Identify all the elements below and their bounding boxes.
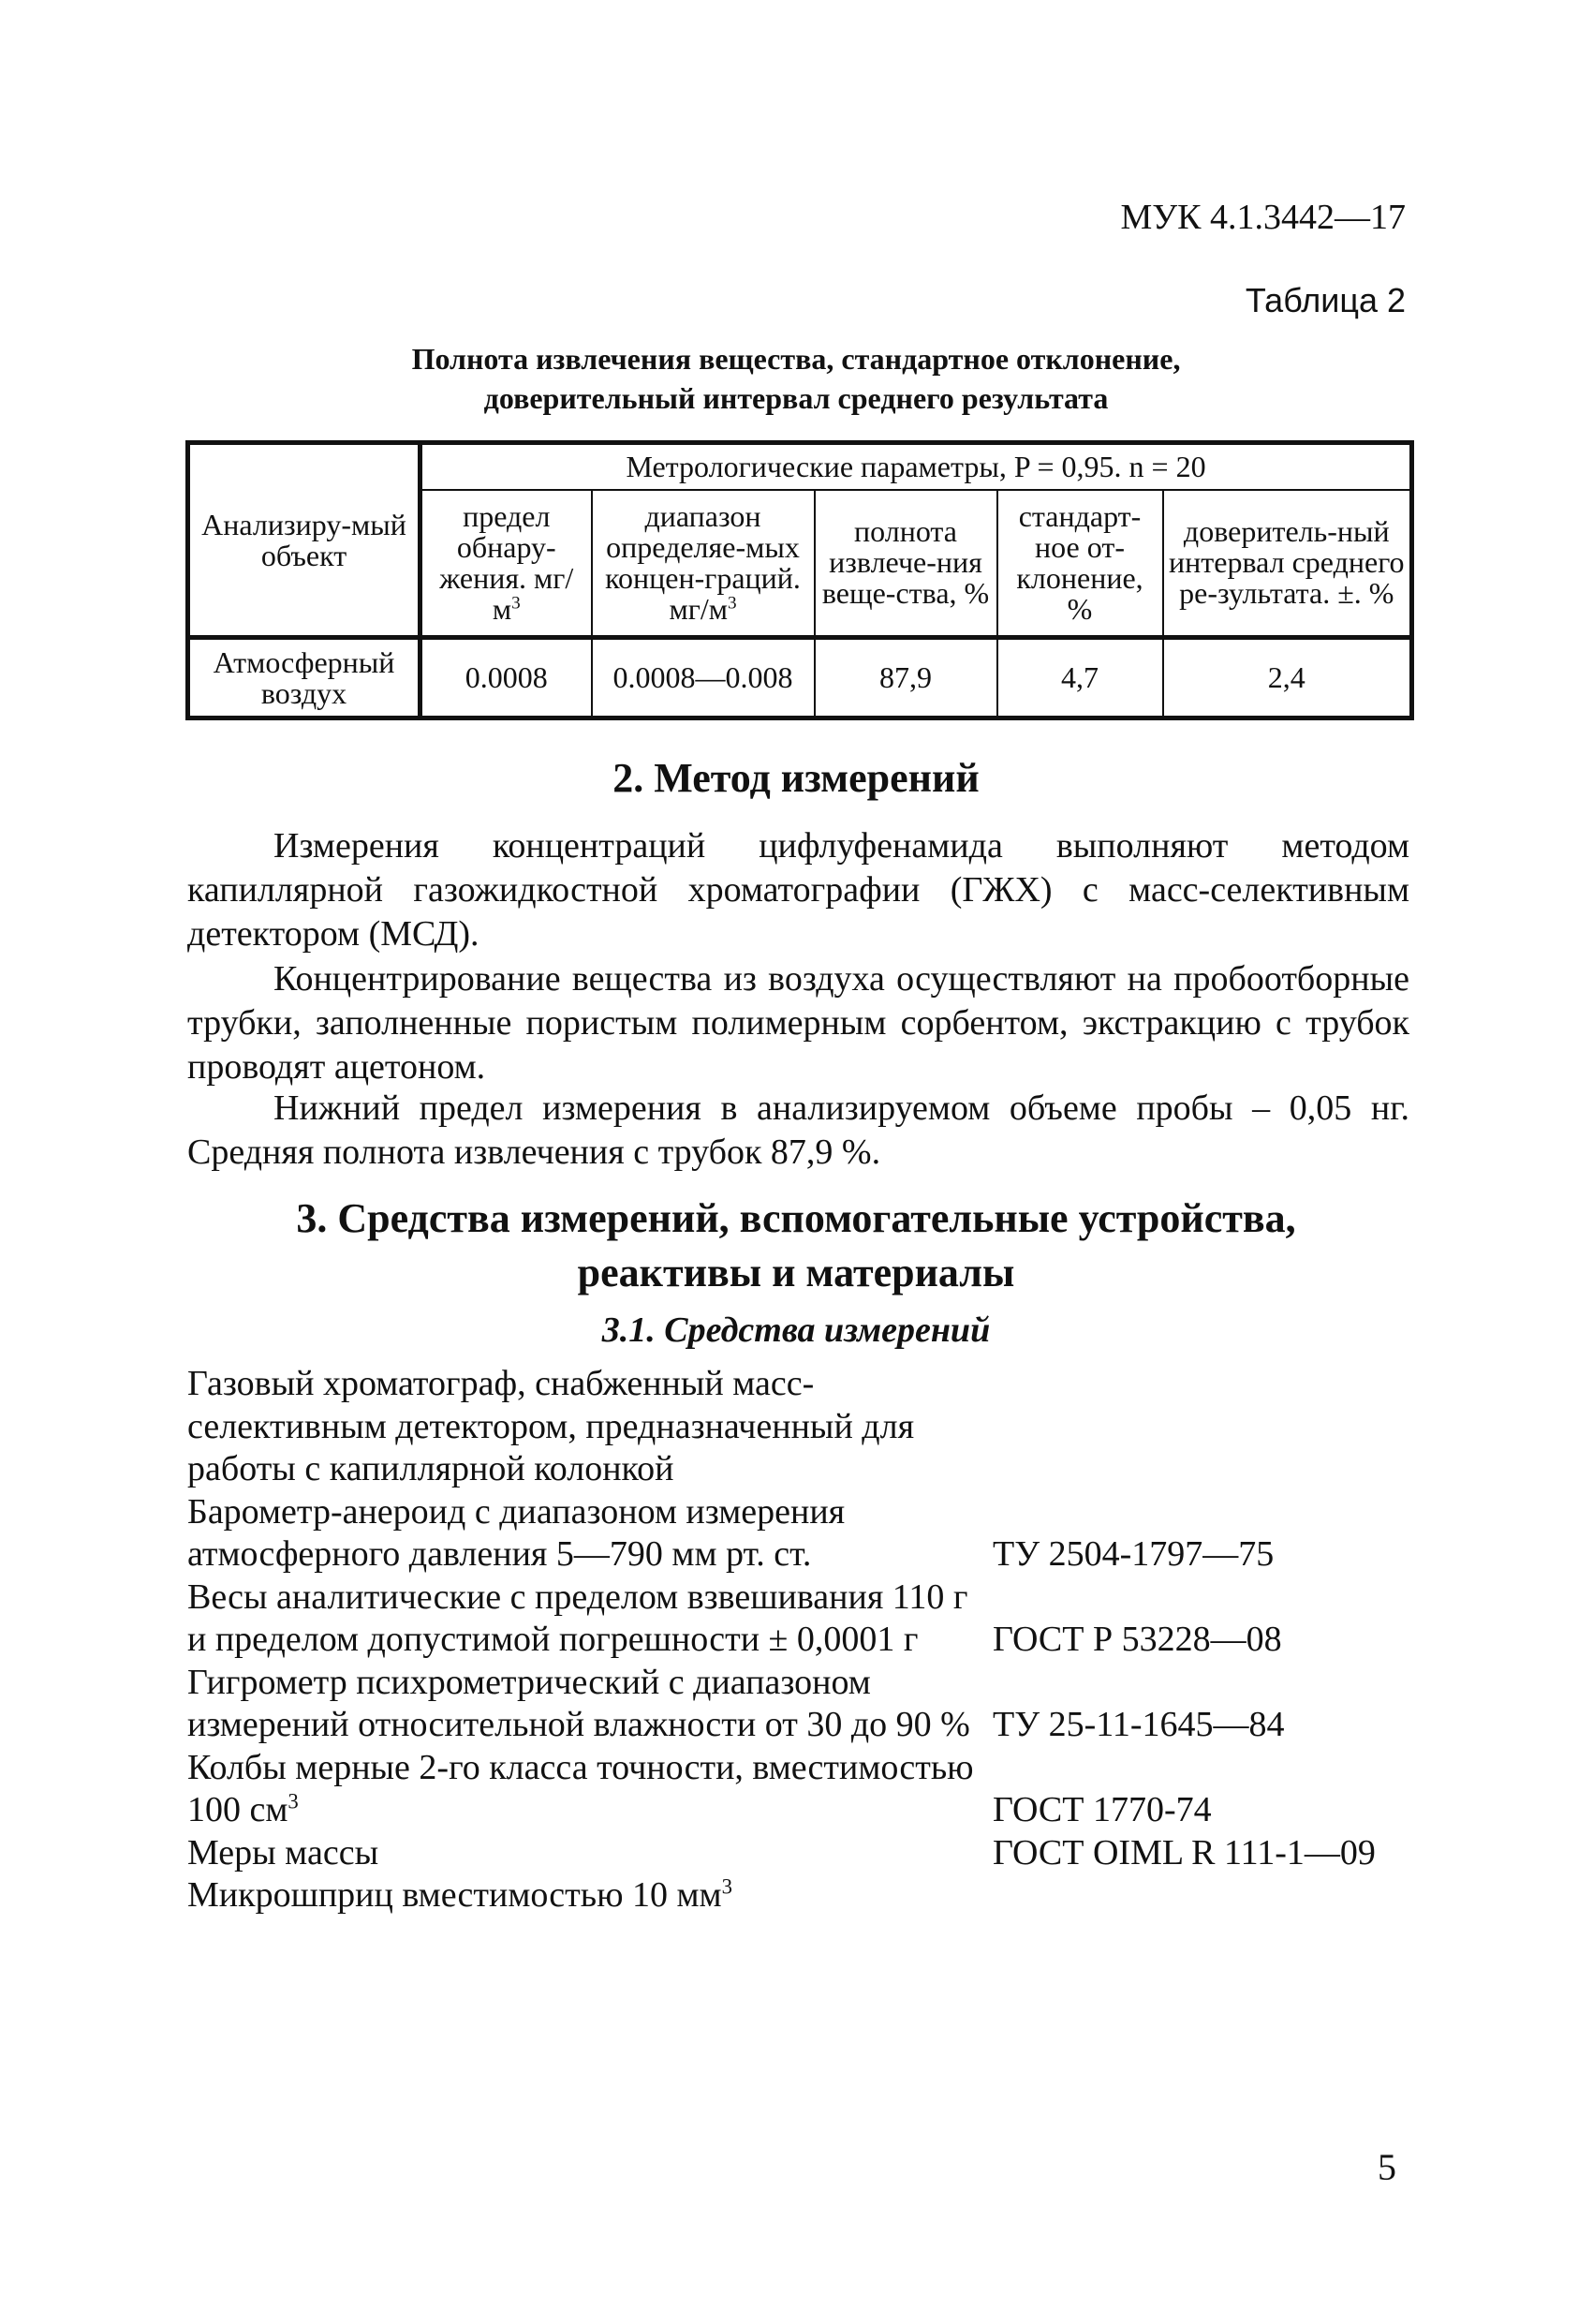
value-cell: 0.0008 xyxy=(420,638,592,718)
table-caption xyxy=(187,339,1405,418)
value-cell: 0.0008—0.008 xyxy=(592,638,815,718)
list-item xyxy=(187,1363,1423,1491)
document-code: МУК 4.1.3442—17 xyxy=(1120,198,1406,237)
column-header-cell: диапазон определяе-мых концен-граций. $мг/м^3$ xyxy=(592,490,815,638)
list-item xyxy=(187,1874,1423,1917)
paragraph: Нижний предел измерения в анализируемом объеме пробы – 0,05 нг. Средняя полнота извлечения с трубок 87,9 %. xyxy=(187,1088,1409,1172)
list-item xyxy=(187,1747,1423,1832)
list-item xyxy=(187,1491,1423,1576)
equipment-name: Весы аналитические с пределом взвешивания 110 г и пределом допустимой погрешности ± 0,0001 г xyxy=(187,1576,968,1659)
table-number: Таблица 2 xyxy=(1245,281,1406,319)
column-header-cell: доверитель-ный интервал среднего ре-зультата. ±. % xyxy=(1163,490,1412,638)
section-3-title-line: 3. Средства измерений, вспомогательные устройства, xyxy=(296,1195,1296,1241)
page-number: 5 xyxy=(1378,2146,1396,2188)
paragraph: Измерения концентраций цифлуфенамида выполняют методом капиллярной газожидкостной хроматографии (ГЖХ) с масс-селективным детектором (МСД). xyxy=(187,826,1409,954)
equipment-name: Меры массы xyxy=(187,1832,379,1873)
subsection-3-1-title: 3.1. Средства измерений xyxy=(601,1310,991,1350)
list-item xyxy=(187,1662,1423,1747)
column-header-cell: предел обнару-жения. $мг/м^3$ xyxy=(420,490,592,638)
object-cell: Атмосферный воздух xyxy=(188,638,420,718)
equipment-name: Газовый хроматограф, снабженный масс-селективным детектором, предназначенный для работы с капиллярной колонкой xyxy=(187,1364,915,1488)
equipment-name: Микрошприц вместимостью 10 $мм^3$ xyxy=(187,1874,732,1915)
table-caption-line: Полнота извлечения вещества, стандартное отклонение, xyxy=(411,342,1181,376)
equipment-name: Барометр-анероид с диапазоном измерения атмосферного давления 5—790 мм рт. ст. xyxy=(187,1491,846,1574)
equipment-standard: ГОСТ 1770-74 xyxy=(993,1790,1212,1829)
list-item xyxy=(187,1832,1423,1875)
metrological-table xyxy=(185,440,1414,720)
value-cell: 2,4 xyxy=(1163,638,1412,718)
section-3-title-line: реактивы и материалы xyxy=(577,1250,1015,1295)
value-cell: 87,9 xyxy=(815,638,997,718)
equipment-name: Гигрометр психрометрический с диапазоном измерений относительной влажности от 30 до 90 % xyxy=(187,1662,970,1744)
equipment-name: Колбы мерные 2-го класса точности, вместимостью 100 $см^3$ xyxy=(187,1747,974,1829)
equipment-standard: ТУ 25-11-1645—84 xyxy=(993,1705,1285,1744)
list-item xyxy=(187,1576,1423,1662)
group-header-cell: Метрологические параметры, P = 0,95. n = 20 xyxy=(420,443,1412,490)
section-2-title: 2. Метод измерений xyxy=(612,755,980,801)
column-header-cell: полнота извлече-ния веще-ства, % xyxy=(815,490,997,638)
object-header-cell: Анализиру-мый объект xyxy=(188,443,420,638)
equipment-list xyxy=(187,1363,1423,1917)
section-3-title xyxy=(187,1192,1405,1300)
paragraph: Концентрирование вещества из воздуха осуществляют на пробоотборные трубки, заполненные пористым полимерным сорбентом, экстракцию с трубок проводят ацетоном. xyxy=(187,959,1409,1087)
equipment-standard: ГОСТ OIML R 111-1—09 xyxy=(993,1832,1376,1873)
equipment-standard: ГОСТ Р 53228—08 xyxy=(993,1620,1282,1659)
value-cell: 4,7 xyxy=(997,638,1163,718)
table-caption-line: доверительный интервал среднего результата xyxy=(483,381,1109,415)
column-header-cell: стандарт-ное от-клонение, % xyxy=(997,490,1163,638)
table-row xyxy=(188,638,1412,718)
equipment-standard: ТУ 2504-1797—75 xyxy=(993,1534,1275,1574)
